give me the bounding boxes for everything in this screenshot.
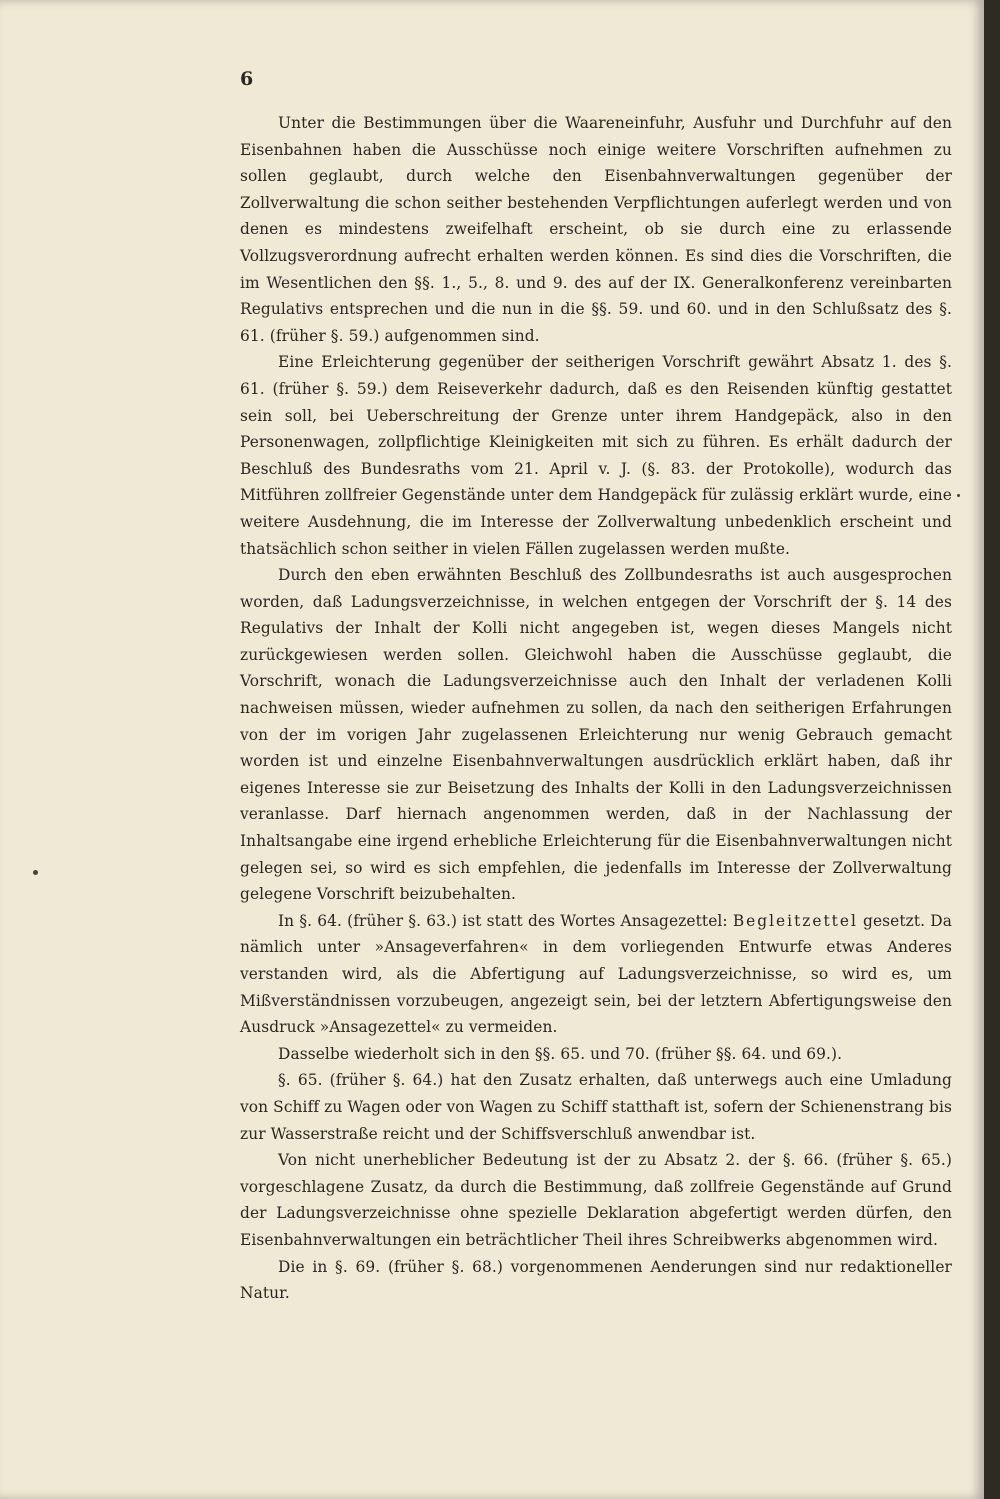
margin-ink-dot (957, 494, 960, 497)
paragraph-erleichterung: Eine Erleichterung gegenüber der seitherigen Vorschrift gewährt Absatz 1. des §. 61. (früher §. 59.) dem Reiseverkehr dadurch, daß es den Reisenden künftig gestattet sein soll, bei Ueberschreitung der Grenze unter ihrem Handgepäck, also in den Personenwagen, zollpflichtige Kleinigkeiten mit sich zu führen. Es erhält dadurch der Beschluß des Bundesraths vom 21. April v. J. (§. 83. der Protokolle), wodurch das Mitführen zollfreier Gegenstände unter dem Handgepäck für zulässig erklärt wurde, eine weitere Ausdehnung, die im Interesse der Zollverwaltung unbedenklich erscheint und thatsächlich schon seither in vielen Fällen zugelassen werden mußte. (240, 353, 952, 558)
paragraph-paragraph-69: Die in §. 69. (früher §. 68.) vorgenommenen Aenderungen sind nur redaktioneller Natur. (240, 1257, 952, 1303)
paragraph-paragraph-66: Von nicht unerheblicher Bedeutung ist der zu Absatz 2. der §. 66. (früher §. 65.) vorgeschlagene Zusatz, da durch die Bestimmung, daß zollfreie Gegenstände auf Grund der Ladungsverzeichnisse ohne spezielle Deklaration abgefertigt werden dürfen, den Eisenbahnverwaltungen ein beträchtlicher Theil ihres Schreibwerks abgenommen wird. (240, 1151, 952, 1249)
paragraph-64-text-after: gesetzt. Da nämlich unter »Ansageverfahren« in dem vorliegenden Entwurfe etwas Anderes verstanden wird, als die Abfertigung auf Ladungsverzeichnisse, so wird es, um Mißverständnissen vorzubeugen, angezeigt sein, bei der letztern Abfertigungsweise den Ausdruck »Ansagezettel« zu vermeiden. (240, 911, 952, 1037)
paragraph-64-text-before: In §. 64. (früher §. 63.) ist statt des Wortes Ansagezettel: (278, 911, 733, 930)
page-number: 6 (240, 68, 254, 90)
paragraph-eisenbahnen: Unter die Bestimmungen über die Waareneinfuhr, Ausfuhr und Durchfuhr auf den Eisenbahnen haben die Ausschüsse noch einige weitere Vorschriften aufnehmen zu sollen geglaubt, durch welche den Eisenbahnverwaltungen gegenüber der Zollverwaltung die schon seither bestehenden Verpflichtungen auferlegt werden und von denen es mindestens zweifelhaft erscheint, ob sie durch eine zu erlassende Vollzugsverordnung aufrecht erhalten werden können. Es sind dies die Vorschriften, die im Wesentlichen den §§. 1., 5., 8. und 9. des auf der IX. Generalkonferenz vereinbarten Regulativs entsprechen und die nun in die §§. 59. und 60. und in den Schlußsatz des §. 61. (früher §. 59.) aufgenommen sind. (240, 114, 952, 345)
margin-ink-dot (33, 870, 38, 875)
paragraph-64-spaced-word: Begleitzettel (732, 911, 858, 930)
paragraph-paragraph-64 (240, 908, 952, 1041)
body-text (240, 110, 952, 1307)
paragraph-ladungsverzeichnisse: Durch den eben erwähnten Beschluß des Zollbundesraths ist auch ausgesprochen worden, daß Ladungsverzeichnisse, in welchen entgegen der Vorschrift der §. 14 des Regulativs der Inhalt der Kolli nicht angegeben ist, wegen dieses Mangels nicht zurückgewiesen werden sollen. Gleichwohl haben die Ausschüsse geglaubt, die Vorschrift, wonach die Ladungsverzeichnisse auch den Inhalt der verladenen Kolli nachweisen müssen, wieder aufnehmen zu sollen, da nach den seitherigen Erfahrungen von der im vorigen Jahr zugelassenen Erleichterung nur wenig Gebrauch gemacht worden ist und einzelne Eisenbahnverwaltungen ausdrücklich erklärt haben, daß ihr eigenes Interesse sie zur Beisetzung des Inhalts der Kolli in den Ladungsverzeichnissen veranlasse. Darf hiernach angenommen werden, daß in der Nachlassung der Inhaltsangabe eine irgend erhebliche Erleichterung für die Eisenbahnverwaltungen nicht gelegen sei, so wird es sich empfehlen, die jedenfalls im Interesse der Zollverwaltung gelegene Vorschrift beizubehalten. (240, 566, 952, 904)
paragraph-paragraph-65: §. 65. (früher §. 64.) hat den Zusatz erhalten, daß unterwegs auch eine Umladung von Schiff zu Wagen oder von Wagen zu Schiff statthaft ist, sofern der Schienenstrang bis zur Wasserstraße reicht und der Schiffsverschluß anwendbar ist. (240, 1071, 952, 1143)
paragraph-wiederholung: Dasselbe wiederholt sich in den §§. 65. und 70. (früher §§. 64. und 69.). (278, 1044, 843, 1063)
